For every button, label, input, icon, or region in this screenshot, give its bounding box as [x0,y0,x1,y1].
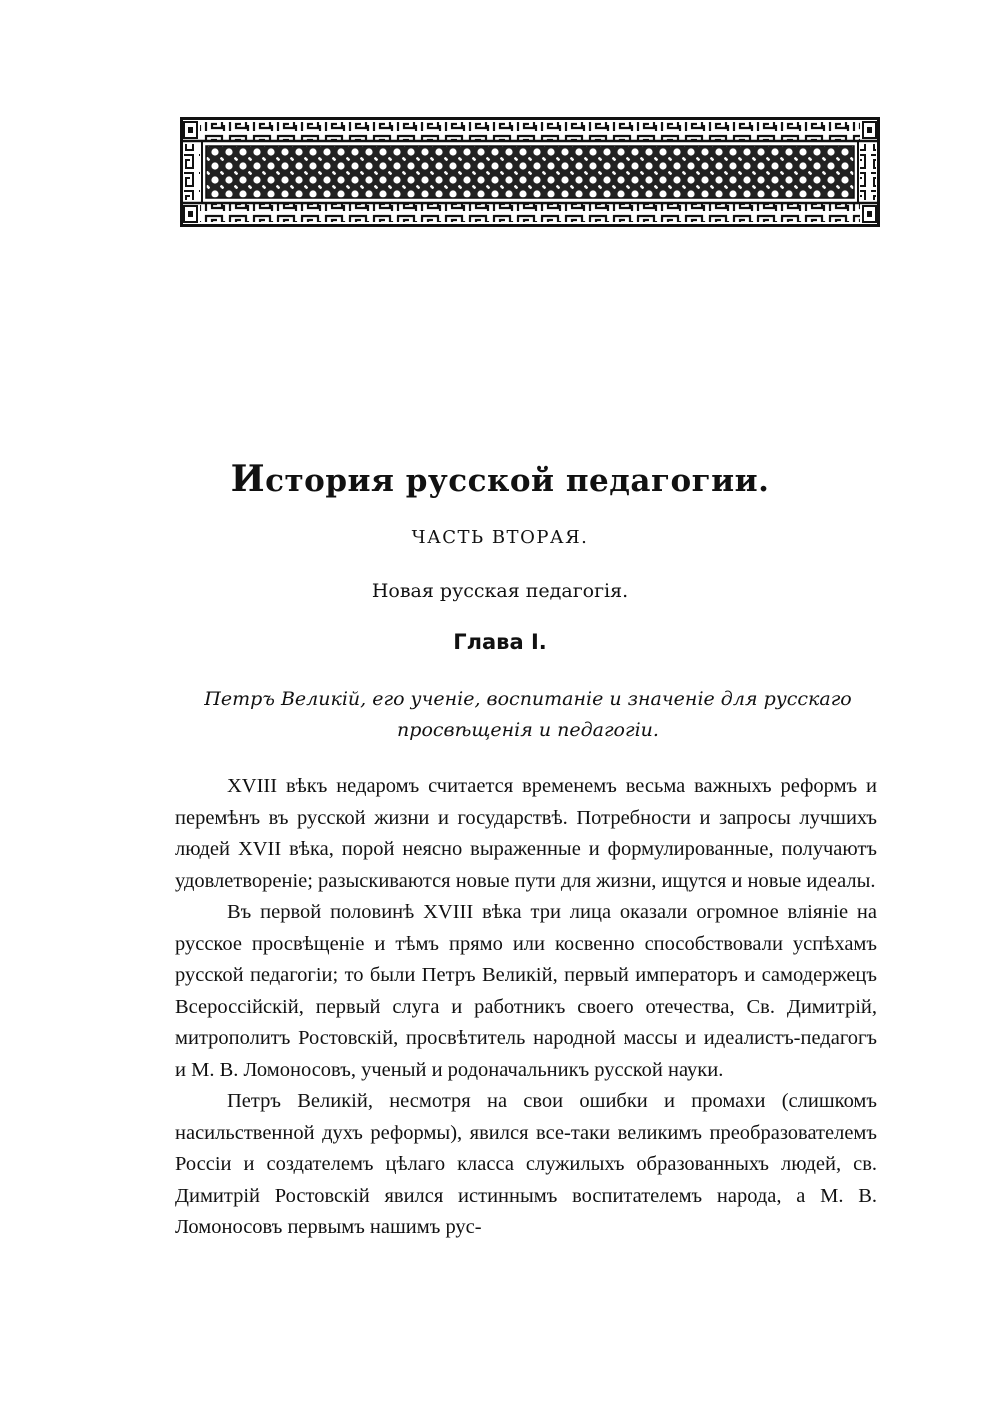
chapter-body [175,771,877,1244]
paragraph: XVIII вѣкъ недаромъ считается временемъ весьма важныхъ реформъ и перемѣнъ въ русской жизни и государствѣ. Потребности и запросы лучшихъ людей XVII вѣка, порой неясно выраженные и формулированные, получаютъ удовлетвореніе; разыскиваются новые пути для жизни, ищутся и новые идеалы. [175,775,877,892]
meander-ornament-icon [180,117,880,227]
ornamental-header-band [180,117,880,227]
paragraph: Петръ Великій, несмотря на свои ошибки и промахи (слишкомъ насильственной духъ реформы), явился все-таки великимъ преобразователемъ Россіи и создателемъ цѣлаго класса служилыхъ образованныхъ людей, св. Димитрій Ростовскій явился истиннымъ воспитателемъ народа, а М. В. Ломоносовъ первымъ нашимъ рус- [175,1090,877,1238]
book-title-rest: стория русской педагогии. [265,463,770,499]
part-subtitle: Новая русская педагогія. [371,580,629,602]
part-heading: ЧАСТЬ ВТОРАЯ. [411,527,589,548]
paragraph: Въ первой половинѣ XVIII вѣка три лица оказали огромное вліяніе на русское просвѣщеніе и тѣмъ прямо или косвенно способствовали успѣхамъ русской педагогіи; то были Петръ Великій, первый императоръ и самодержецъ Всероссійскій, первый слуга и работникъ своего отечества, Св. Димитрій, митрополитъ Ростовскій, просвѣтитель народной массы и идеалистъ-педагогъ и М. В. Ломоносовъ, ученый и родоначальникъ русской науки. [175,901,877,1081]
chapter-description: Петръ Великій, его ученіе, воспитаніе и значеніе для русскаго просвѣщенія и педагогіи. [204,688,852,741]
book-title [0,458,1000,500]
book-title-initial: И [230,458,266,500]
chapter-heading: Глава I. [453,630,547,654]
